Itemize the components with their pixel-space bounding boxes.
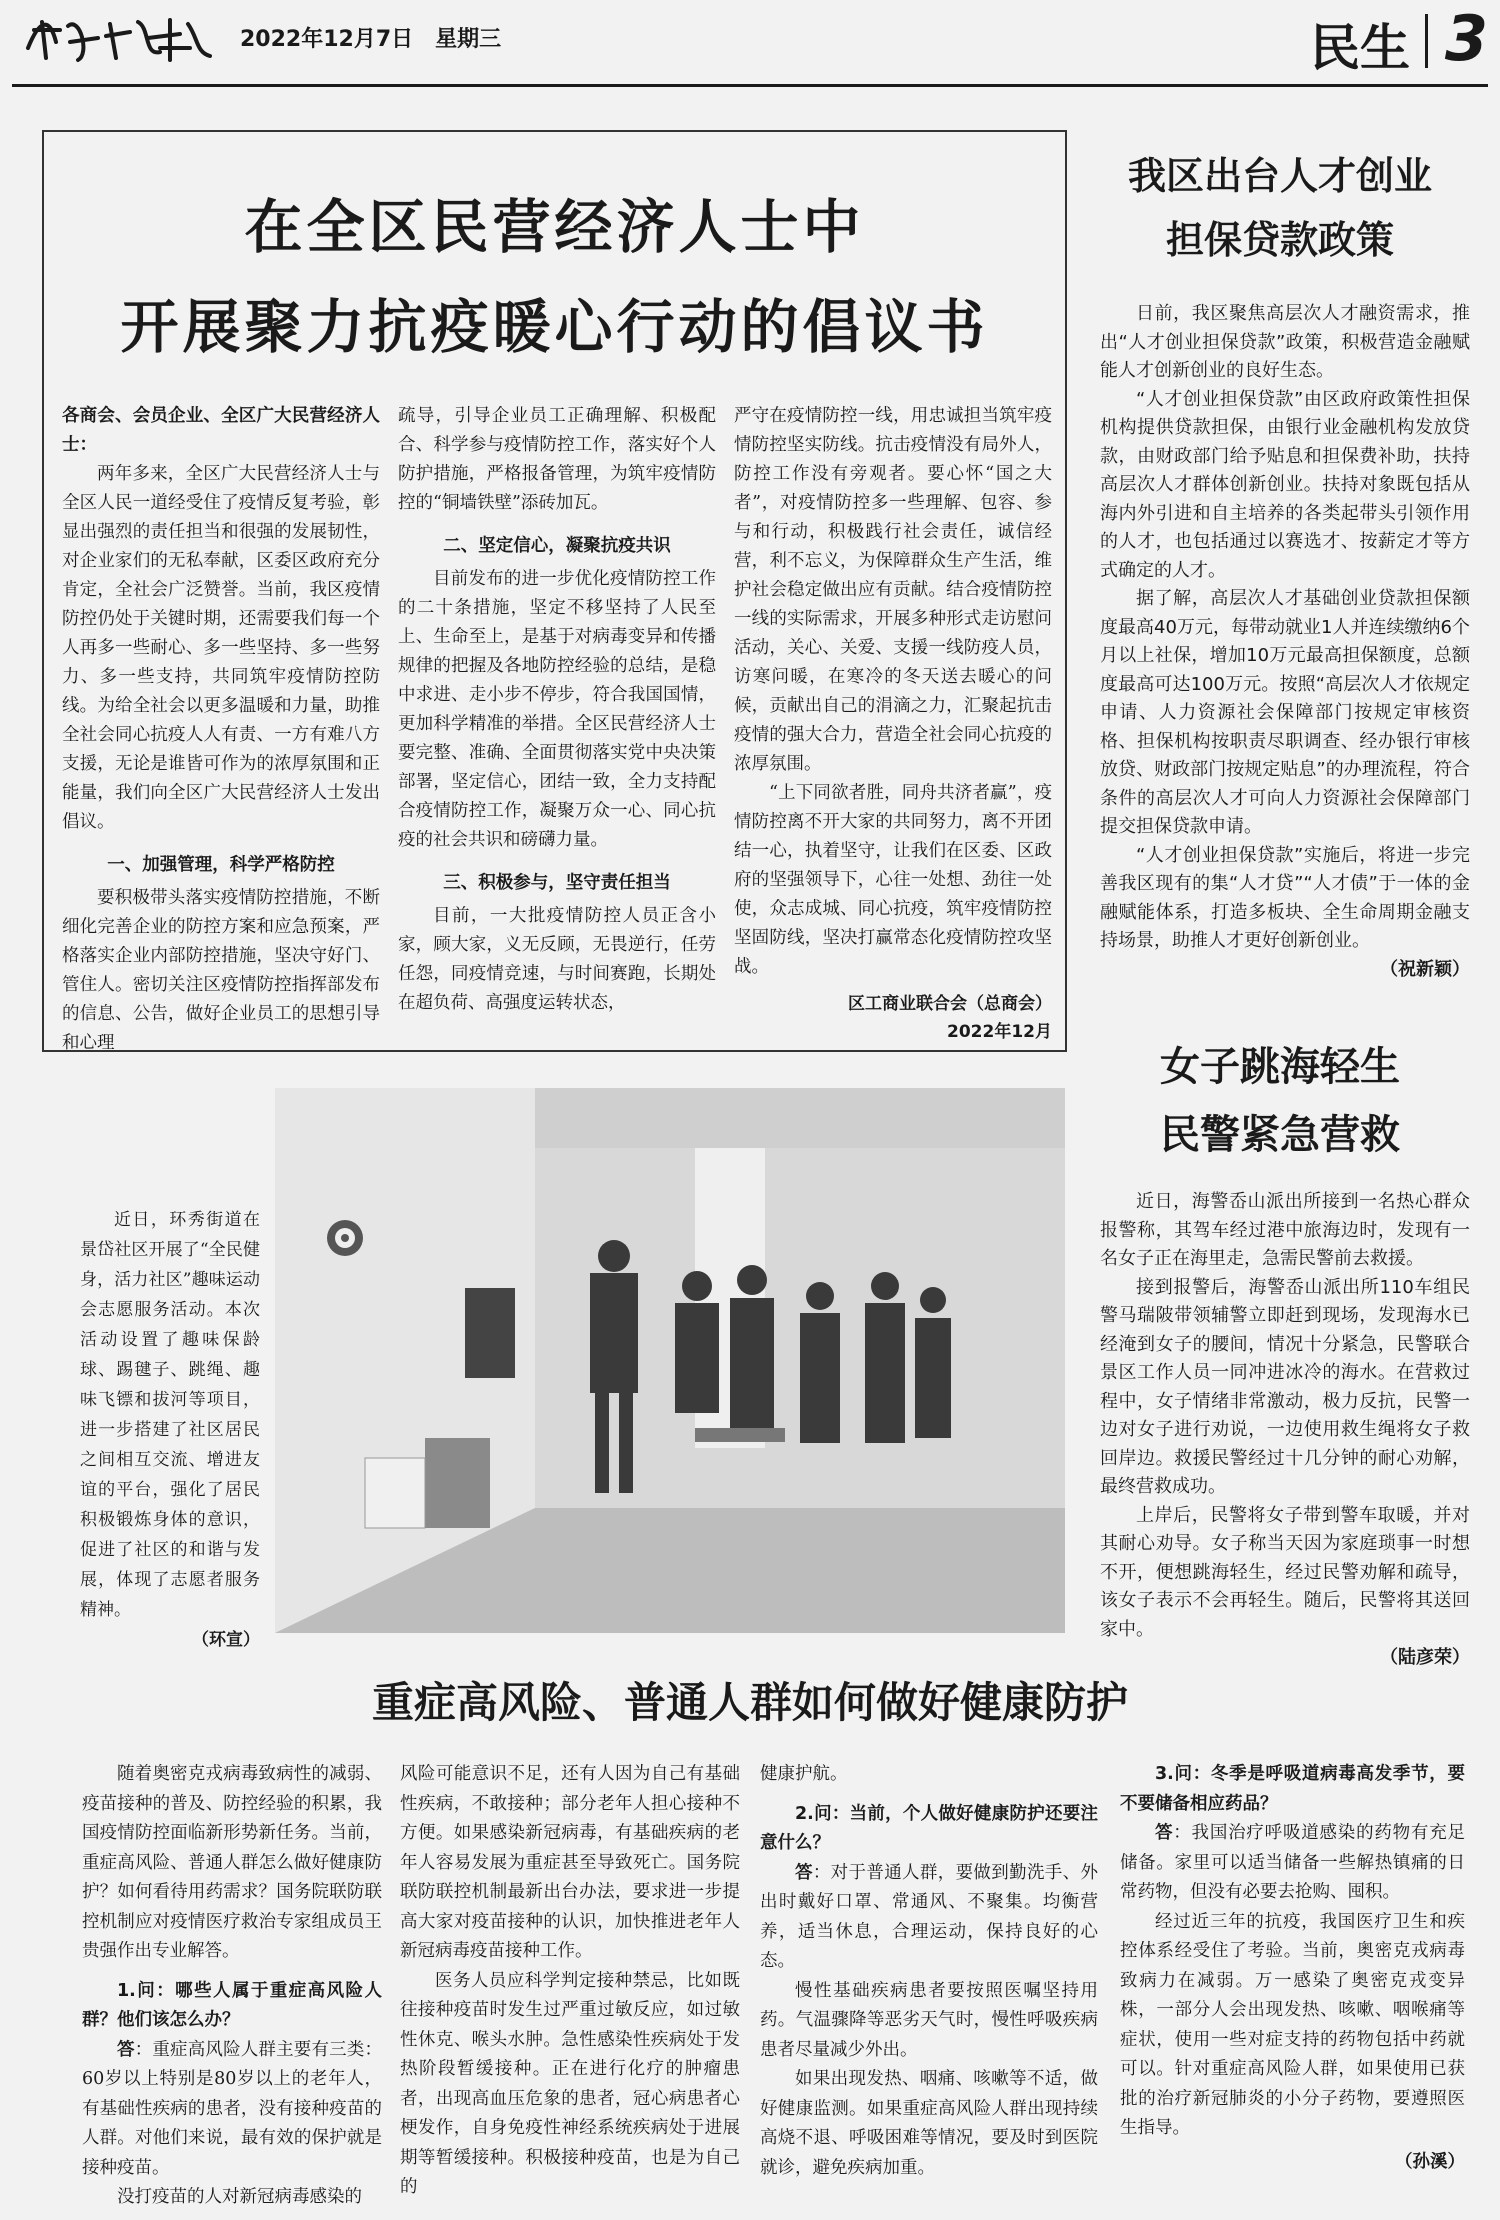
newspaper-logo (20, 8, 220, 68)
health-column-4 (1120, 1760, 1465, 2177)
photo-illustration (275, 1088, 1065, 1633)
paragraph: 目前，一大批疫情防控人员正含小家，顾大家，义无反顾，无畏逆行，任劳任怨，同疫情竞速，与时间赛跑，长期处在超负荷、高强度运转状态， (398, 906, 716, 1013)
paragraph: 据了解，高层次人才基础创业贷款担保额度最高40万元，每带动就业1人并连续缴纳6个月以上社保，增加10万元最高担保额度，总额度最高可达100万元。按照“高层次人才依规定申请、人力资源社会保障部门按规定审核资格、担保机构按职责尽职调查、经办银行审核放贷、财政部门按规定贴息”的办理流程，符合条件的高层次人才可向人力资源社会保障部门提交担保贷款申请。 (1100, 588, 1470, 837)
section-heading: 一、加强管理，科学严格防控 (107, 855, 335, 875)
health-column-3 (760, 1760, 1098, 2183)
health-title: 重症高风险、普通人群如何做好健康防护 (371, 1678, 1128, 1727)
paragraph: “上下同欲者胜，同舟共济者赢”，疫情防控离不开大家的共同努力，离不开团结一心，执着坚守，让我们在区委、区政府的坚强领导下，心往一处想、劲往一处使，众志成城、同心抗疫，筑牢疫情防控坚固防线，坚决打赢常态化疫情防控攻坚战。 (734, 783, 1052, 977)
paragraph: 经过近三年的抗疫，我国医疗卫生和疾控体系经受住了考验。当前，奥密克戎病毒致病力在减弱。万一感染了奥密克戎变异株，一部分人会出现发热、咳嗽、咽喉痛等症状，使用一些对症支持的药物包括中药就可以。针对重症高风险人群，如果使用已获批的治疗新冠肺炎的小分子药物，要遵照医生指导。 (1120, 1911, 1465, 2138)
page-number: 3 (1444, 2, 1488, 75)
paragraph: 如果出现发热、咽痛、咳嗽等不适，做好健康监测。如果重症高风险人群出现持续高烧不退、呼吸困难等情况，要及时到医院就诊，避免疾病加重。 (760, 2069, 1098, 2178)
answer-label: 答 (117, 2039, 135, 2060)
question-3: 3.问：冬季是呼吸道病毒高发季节，要不要储备相应药品？ (1120, 1764, 1465, 1814)
answer-3 (1120, 1819, 1465, 1908)
answer-label: 答 (1155, 1823, 1174, 1843)
paragraph: 随着奥密克戎病毒致病性的减弱、疫苗接种的普及、防控经验的积累，我国疫情防控面临新形势新任务。当前，重症高风险、普通人群怎么做好健康防护？如何看待用药需求？国务院联防联控机制应对疫情医疗救治专家组成员王贵强作出专业解答。 (82, 1764, 382, 1961)
caption-text: 近日，环秀街道在景岱社区开展了“全民健身，活力社区”趣味运动会志愿服务活动。本次活动设置了趣味保龄球、踢毽子、跳绳、趣味飞镖和拔河等项目，进一步搭建了社区居民之间相互交流、增进友谊的平台，强化了居民积极锻炼身体的意识，促进了社区的和谐与发展，体现了志愿者服务精神。 (80, 1210, 260, 1620)
proposal-column-2 (398, 402, 716, 1018)
masthead-divider (1425, 14, 1428, 68)
proposal-title-line1: 在全区民营经济人士中 (244, 193, 865, 261)
paragraph: 风险可能意识不足，还有人因为自己有基础性疾病，不敢接种；部分老年人担心接种不方便。如果感染新冠病毒，有基础疾病的老年人容易发展为重症甚至导致死亡。国务院联防联控机制最新出台办法，要求进一步提高大家对疫苗接种的认识，加快推进老年人新冠病毒疫苗接种工作。 (400, 1764, 740, 1961)
proposal-column-1 (62, 402, 380, 1058)
paragraph: “人才创业担保贷款”实施后，将进一步完善我区现有的集“人才贷”“人才债”于一体的金融赋能体系，打造多板块、全生命周期金融支持场景，助推人才更好创新创业。 (1100, 844, 1470, 951)
paragraph: 没打疫苗的人对新冠病毒感染的 (117, 2187, 362, 2207)
paragraph: 日前，我区聚焦高层次人才融资需求，推出“人才创业担保贷款”政策，积极营造金融赋能人才创新创业的良好生态。 (1100, 303, 1470, 381)
rescue-body (1100, 1188, 1470, 1673)
rescue-byline: （陆彦荣） (1380, 1647, 1470, 1668)
talent-title-line2: 担保贷款政策 (1165, 218, 1394, 262)
salutation: 各商会、会员企业、全区广大民营经济人士： (62, 406, 380, 455)
paragraph: 要积极带头落实疫情防控措施，不断细化完善企业的防控方案和应急预案，严格落实企业内部防控措施，坚决守好门、管住人。密切关注区疫情防控指挥部发布的信息、公告，做好企业员工的思想引导和心理 (62, 888, 380, 1053)
talent-title-line1: 我区出台人才创业 (1127, 154, 1432, 198)
paragraph: 目前发布的进一步优化疫情防控工作的二十条措施，坚定不移坚持了人民至上、生命至上，是基于对病毒变异和传播规律的把握及各地防控经验的总结，是稳中求进、走小步不停步，符合我国国情，更加科学精准的举措。全区民营经济人士要完整、准确、全面贯彻落实党中央决策部署，坚定信心，团结一致，全力支持配合疫情防控工作，凝聚万众一心、同心抗疫的社会共识和磅礴力量。 (398, 569, 716, 850)
talent-body (1100, 300, 1470, 984)
community-event-photo (275, 1088, 1065, 1633)
issue-date: 2022年12月7日 星期三 (240, 27, 502, 52)
answer-1 (82, 2036, 382, 2184)
paragraph: “人才创业担保贷款”由区政府政策性担保机构提供贷款担保，由银行业金融机构发放贷款，由财政部门给予贴息和担保费补助，扶持高层次人才群体创新创业。扶持对象既包括从海内外引进和自主培养的各类起带头引领作用的人才，也包括通过以赛选才、按薪定才等方式确定的人才。 (1100, 388, 1470, 581)
photo-caption (80, 1205, 260, 1655)
paragraph: 近日，海警岙山派出所接到一名热心群众报警称，其驾车经过港中旅海边时，发现有一名女子正在海里走，急需民警前去救援。 (1100, 1191, 1470, 1269)
question-2: 2.问：当前，个人做好健康防护还要注意什么？ (760, 1803, 1098, 1853)
paragraph: 两年多来，全区广大民营经济人士与全区人民一道经受住了疫情反复考验，彰显出强烈的责任担当和很强的发展韧性，对企业家们的无私奉献，区委区政府充分肯定，全社会广泛赞誉。当前，我区疫情防控仍处于关键时期，还需要我们每一个人再多一些耐心、多一些坚持、多一些努力、多一些支持，共同筑牢疫情防控防线。为给全社会以更多温暖和力量，助推全社会同心抗疫人人有责、一方有难八方支援，无论是谁皆可作为的浓厚氛围和正能量，我们向全区广大民营经济人士发出倡议。 (62, 464, 380, 832)
section-heading: 三、积极参与，坚守责任担当 (443, 873, 671, 893)
proposal-column-3 (734, 402, 1052, 1046)
rescue-title-line2: 民警紧急营救 (1160, 1112, 1400, 1158)
rescue-title-line1: 女子跳海轻生 (1160, 1044, 1400, 1090)
talent-byline: （祝新颖） (1380, 958, 1470, 980)
signature-date: 2022年12月 (947, 1022, 1052, 1042)
health-byline: （孙溪） (1395, 2151, 1465, 2172)
answer-text: ：重症高风险人群主要有三类：60岁以上特别是80岁以上的老年人，有基础性疾病的患者，没有接种疫苗的人群。对他们来说，最有效的保护就是接种疫苗。 (82, 2039, 383, 2178)
paragraph: 严守在疫情防控一线，用忠诚担当筑牢疫情防控坚实防线。抗击疫情没有局外人，防控工作没有旁观者。要心怀“国之大者”，对疫情防控多一些理解、包容、参与和行动，积极践行社会责任，诚信经营，利不忘义，为保障群众生产生活，维护社会稳定做出应有贡献。结合疫情防控一线的实际需求，开展多种形式走访慰问活动，关心、关爱、支援一线防疫人员，访寒问暖，在寒冷的冬天送去暖心的问候，贡献出自己的涓滴之力，汇聚起抗击疫情的强大合力，营造全社会同心抗疫的浓厚氛围。 (734, 406, 1052, 774)
health-column-1 (82, 1760, 382, 2213)
answer-text: ：对于普通人群，要做到勤洗手、外出时戴好口罩、常通风、不聚集。均衡营养，适当休息，合理运动，保持良好的心态。 (760, 1862, 1098, 1971)
paragraph: 健康护航。 (760, 1764, 848, 1784)
paragraph: 上岸后，民警将女子带到警车取暖，并对其耐心劝导。女子称当天因为家庭琐事一时想不开，便想跳海轻生，经过民警劝解和疏导，该女子表示不会再轻生。随后，民警将其送回家中。 (1100, 1504, 1470, 1640)
section-heading: 二、坚定信心，凝聚抗疫共识 (443, 536, 671, 556)
answer-2 (760, 1859, 1098, 1977)
answer-label: 答 (795, 1862, 813, 1883)
paragraph: 接到报警后，海警岙山派出所110车组民警马瑞陂带领辅警立即赶到现场，发现海水已经淹到女子的腰间，情况十分紧急，民警联合景区工作人员一同冲进冰冷的海水。在营救过程中，女子情绪非常激动，极力反抗，民警一边对女子进行劝说，一边使用救生绳将女子救回岸边。救援民警经过十几分钟的耐心劝解，最终营救成功。 (1100, 1276, 1470, 1497)
paragraph: 慢性基础疾病患者要按照医嘱坚持用药。气温骤降等恶劣天气时，慢性呼吸疾病患者尽量减少外出。 (760, 1980, 1098, 2060)
answer-text: ：我国治疗呼吸道感染的药物有充足储备。家里可以适当储备一些解热镇痛的日常药物，但没有必要去抢购、囤积。 (1120, 1823, 1465, 1902)
question-1: 1.问：哪些人属于重症高风险人群？他们该怎么办？ (82, 1980, 382, 2030)
paragraph: 疏导，引导企业员工正确理解、积极配合、科学参与疫情防控工作，落实好个人防护措施，严格报备管理，为筑牢疫情防控的“铜墙铁壁”添砖加瓦。 (398, 406, 716, 513)
section-name: 民生 (1310, 19, 1410, 77)
signature-org: 区工商业联合会（总商会） (848, 994, 1052, 1014)
caption-byline: （环宣） (192, 1630, 260, 1650)
proposal-title-line2: 开展聚力抗疫暖心行动的倡议书 (120, 293, 989, 361)
masthead-rule (12, 84, 1488, 87)
health-column-2 (400, 1760, 740, 2203)
paragraph: 医务人员应科学判定接种禁忌，比如既往接种疫苗时发生过严重过敏反应，如过敏性休克、喉头水肿。急性感染性疾病处于发热阶段暂缓接种。正在进行化疗的肿瘤患者，出现高血压危象的患者，冠心病患者心梗发作，自身免疫性神经系统疾病处于进展期等暂缓接种。积极接种疫苗，也是为自己的 (400, 1970, 740, 2197)
